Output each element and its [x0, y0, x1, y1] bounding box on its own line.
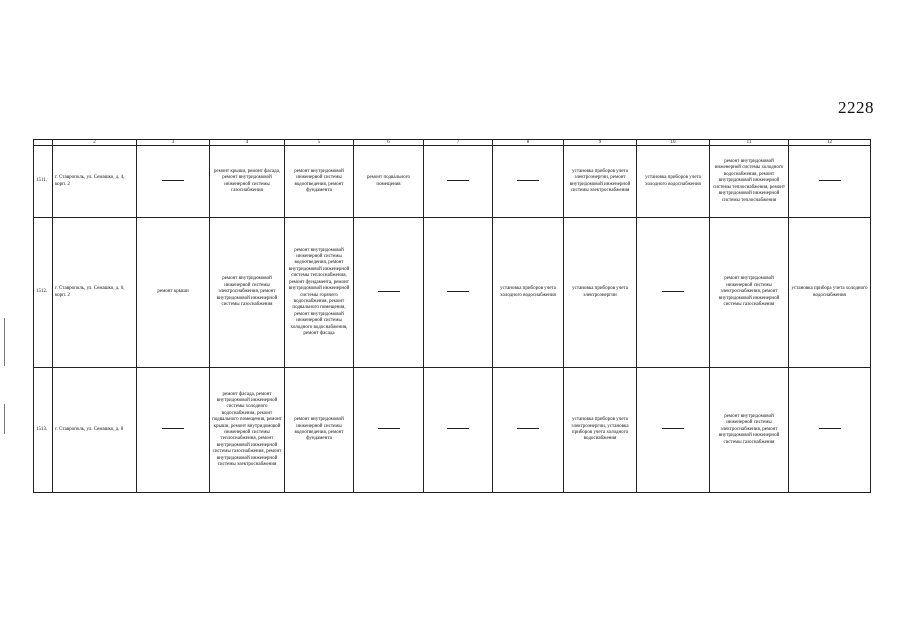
empty-cell-dash: [424, 368, 493, 493]
column-header: 11: [710, 140, 789, 146]
scan-edge-mark: [4, 404, 5, 434]
column-header: 2: [53, 140, 137, 146]
empty-cell-dash: [637, 368, 710, 493]
empty-cell-dash: [493, 146, 564, 218]
empty-cell-dash: [789, 146, 871, 218]
column-header: 4: [210, 140, 285, 146]
empty-cell-dash: [789, 368, 871, 493]
address-cell: г. Ставрополь, ул. Семашко, д. 8: [53, 368, 137, 493]
work-cell: ремонт крыши, ремонт фасада, ремонт внутридомовой инженерной системы газоснабжения: [210, 146, 285, 218]
work-cell: ремонт внутридомовой инженерной системы электроснабжения, ремонт внутридомовой инженерной системы газоснабжения: [710, 368, 789, 493]
column-header: 9: [564, 140, 637, 146]
empty-cell-dash: [424, 218, 493, 368]
table-row: [34, 146, 871, 218]
work-cell: установка приборов учета электроэнергии, ремонт внутридомовой инженерной системы электроснабжения: [564, 146, 637, 218]
empty-cell-dash: [424, 146, 493, 218]
table-row: [34, 368, 871, 493]
empty-cell-dash: [137, 368, 210, 493]
work-cell: установка приборов учета электроэнергии: [564, 218, 637, 368]
empty-cell-dash: [354, 218, 424, 368]
column-header: 12: [789, 140, 871, 146]
empty-cell-dash: [354, 368, 424, 493]
empty-cell-dash: [637, 218, 710, 368]
row-number: 1513.: [34, 368, 53, 493]
column-header: 3: [137, 140, 210, 146]
row-number: 1512.: [34, 218, 53, 368]
column-header: 6: [354, 140, 424, 146]
work-cell: ремонт внутридомовой инженерной системы водоотведения, ремонт фундамента: [285, 146, 354, 218]
empty-cell-dash: [493, 368, 564, 493]
column-header: 10: [637, 140, 710, 146]
column-header: 7: [424, 140, 493, 146]
work-cell: установка приборов учета электроэнергии, установка приборов учета холодного водоснабжения: [564, 368, 637, 493]
work-cell: ремонт внутридомовой инженерной системы электроснабжения, ремонт внутридомовой инженерной системы газоснабжения: [210, 218, 285, 368]
work-cell: установка приборов учета холодного водоснабжения: [493, 218, 564, 368]
column-header: 5: [285, 140, 354, 146]
address-cell: г. Ставрополь, ул. Семашко, д. 6, корп. 2: [53, 218, 137, 368]
work-cell: ремонт внутридомовой инженерной системы водоотведения, ремонт фундамента: [285, 368, 354, 493]
work-cell: установка приборов учета холодного водоснабжения: [637, 146, 710, 218]
column-header: 8: [493, 140, 564, 146]
work-cell: установка прибора учета холодного водоснабжения: [789, 218, 871, 368]
work-cell: ремонт внутридомовой инженерной системы холодного водоснабжения, ремонт внутридомовой инженерной системы теплоснабжения, ремонт внутридомовой инженерной системы теплоснабжения: [710, 146, 789, 218]
page-number: 2228: [838, 98, 874, 117]
row-number: 1511.: [34, 146, 53, 218]
table-row: [34, 218, 871, 368]
work-cell: ремонт крыши: [137, 218, 210, 368]
empty-cell-dash: [137, 146, 210, 218]
scan-edge-mark: [4, 318, 5, 366]
work-cell: ремонт фасада, ремонт внутридомовой инженерной системы холодного водоснабжения, ремонт подвального помещения, ремонт крыши, ремонт внутридомовой инженерной системы теплоснабжения, ремонт внутридомовой инженерной системы газоснабжения, ремонт внутридомовой инженерной системы электроснабжения: [210, 368, 285, 493]
work-cell: ремонт подвального помещения: [354, 146, 424, 218]
repair-program-table: [33, 139, 871, 493]
work-cell: ремонт внутридомовой инженерной системы электроснабжения, ремонт внутридомовой инженерной системы газоснабжения: [710, 218, 789, 368]
work-cell: ремонт внутридомовой инженерной системы водоотведения, ремонт внутридомовой инженерной системы теплоснабжения, ремонт фундамента, ремонт внутридомовой инженерной системы горячего водоснабжения, ремонт подвального помещения, ремонт внутридомовой инженерной системы холодного водоснабжения, ремонт фасада: [285, 218, 354, 368]
address-cell: г. Ставрополь, ул. Семашко, д. 4, корп. 2: [53, 146, 137, 218]
